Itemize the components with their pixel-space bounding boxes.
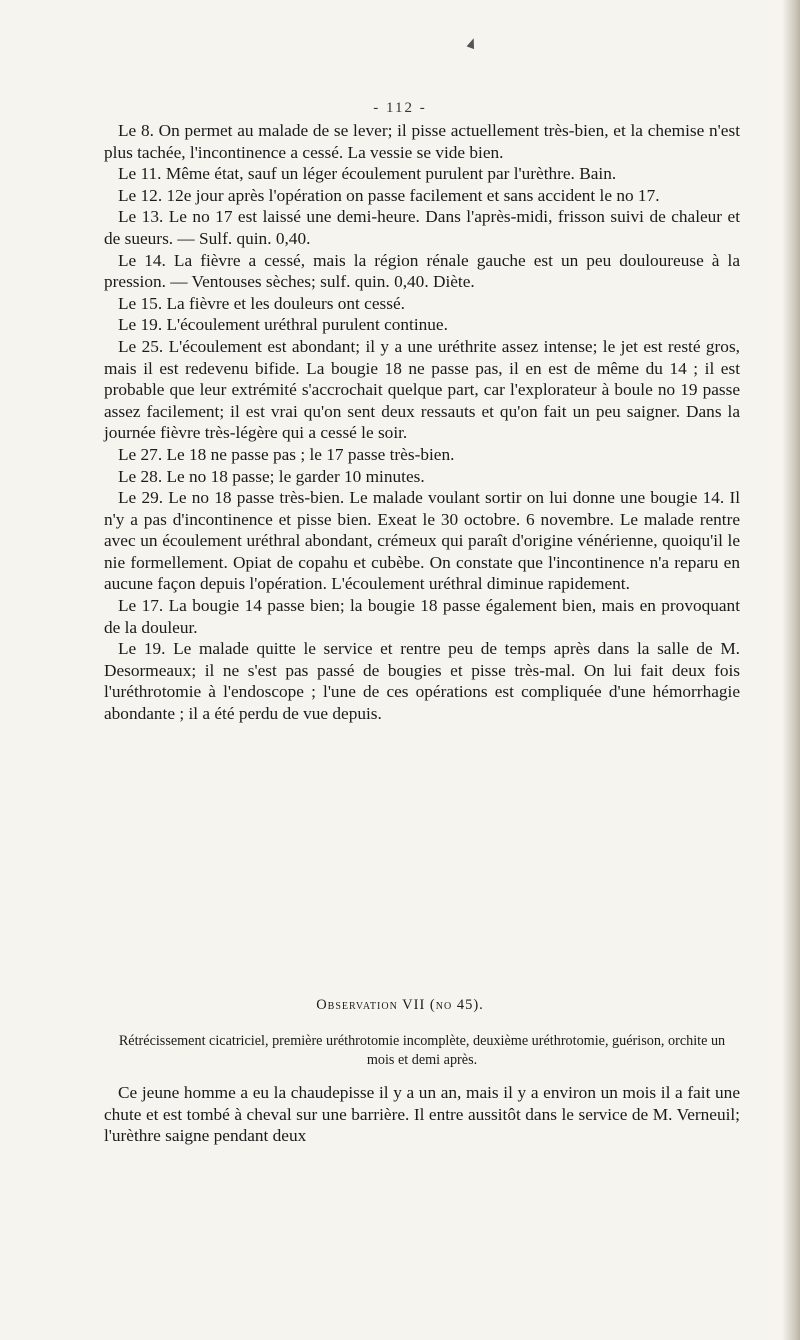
note-paragraph: Le 19. L'écoulement uréthral purulent continue. — [118, 315, 448, 335]
note-paragraph: Le 8. On permet au malade de se lever; il pisse actuellement très-bien, et la chemise n'est plus tachée, l'incontinence a cessé. La vessie se vide bien. — [104, 121, 740, 162]
note-paragraph: Le 19. Le malade quitte le service et rentre peu de temps après dans la salle de M. Desormeaux; il ne s'est pas passé de bougies et pisse très-mal. On lui fait deux fois l'uréthrotomie à l'endoscope ; l'une de ces opérations est compliquée d'une hémorrhagie abondante ; il a été perdu de vue depuis. — [104, 639, 740, 724]
page-number: - 112 - — [373, 100, 427, 116]
clinical-notes — [104, 120, 740, 725]
note-paragraph: Le 17. La bougie 14 passe bien; la bougie 18 passe également bien, mais en provoquant de la douleur. — [104, 596, 740, 637]
note-paragraph: Le 15. La fièvre et les douleurs ont cessé. — [118, 293, 405, 313]
note-paragraph: Le 29. Le no 18 passe très-bien. Le malade voulant sortir on lui donne une bougie 14. Il n'y a pas d'incontinence et pisse bien. Exeat le 30 octobre. 6 novembre. Le malade rentre avec un écoulement uréthral abondant, crémeux qui paraît d'origine vénérienne, quoiqu'il le nie formellement. Opiat de copahu et cubèbe. On constate que l'incontinence n'a reparu en aucune façon depuis l'opération. L'écoulement uréthral diminue rapidement. — [104, 488, 740, 594]
case-paragraph: Ce jeune homme a eu la chaudepisse il y a un an, mais il y a environ un mois il a fait une chute et est tombé à cheval sur une barrière. Il entre aussitôt dans le service de M. Verneuil; l'urèthre saigne pendant deux — [104, 1083, 740, 1146]
observation-summary: Rétrécissement cicatriciel, première uréthrotomie incomplète, deuxième uréthrotomie, guérison, orchite un mois et demi après. — [118, 1033, 726, 1068]
note-paragraph: Le 27. Le 18 ne passe pas ; le 17 passe très-bien. — [118, 444, 455, 464]
page-edge-shadow — [782, 0, 800, 1340]
scan-speck — [467, 37, 478, 49]
case-description — [104, 1082, 740, 1147]
note-paragraph: Le 12. 12e jour après l'opération on passe facilement et sans accident le no 17. — [118, 185, 660, 205]
note-paragraph: Le 13. Le no 17 est laissé une demi-heure. Dans l'après-midi, frisson suivi de chaleur et de sueurs. — Sulf. quin. 0,40. — [104, 207, 740, 248]
observation-heading: Observation VII (no 45). — [316, 997, 484, 1013]
note-paragraph: Le 11. Même état, sauf un léger écoulement purulent par l'urèthre. Bain. — [118, 164, 617, 184]
note-paragraph: Le 25. L'écoulement est abondant; il y a une uréthrite assez intense; le jet est resté gros, mais il est redevenu bifide. La bougie 18 ne passe pas, il en est de même du 14 ; il est probable que leur extrémité s'accrochait quelque part, car l'explorateur à boule no 19 passe assez facilement; il est vrai qu'on sent deux ressauts et qu'on fait un peu saigner. Dans la journée fièvre très-légère qui a cessé le soir. — [104, 336, 740, 443]
note-paragraph: Le 14. La fièvre a cessé, mais la région rénale gauche est un peu douloureuse à la pression. — Ventouses sèches; sulf. quin. 0,40. Diète. — [104, 250, 740, 292]
note-paragraph: Le 28. Le no 18 passe; le garder 10 minutes. — [118, 466, 425, 486]
